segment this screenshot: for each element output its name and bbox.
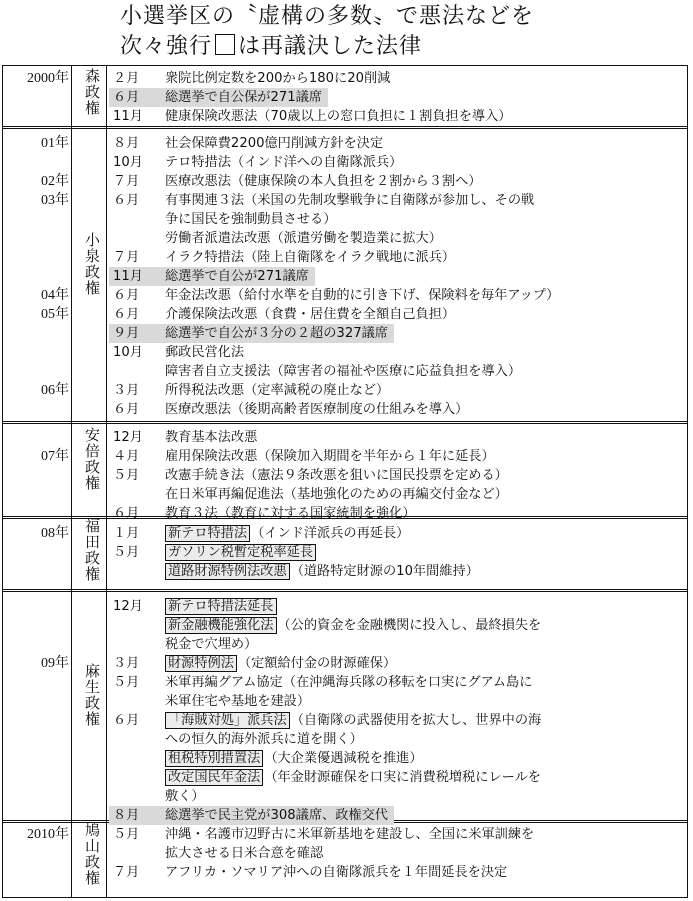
era-section: [3, 589, 687, 823]
title-line-2: [120, 32, 680, 62]
timeline-row: [3, 673, 687, 692]
month-label: 12月: [113, 599, 143, 614]
event-text: [165, 362, 521, 381]
event-description: 米軍住宅や基地を建設）: [165, 694, 311, 709]
month-label: ２月: [113, 71, 140, 86]
month-label: ９月: [109, 324, 167, 343]
year-label: 08年: [41, 526, 69, 541]
month-label: ５月: [113, 675, 140, 690]
event-description: 敷く）: [165, 789, 205, 804]
event-text: [165, 863, 507, 882]
event-text: [165, 447, 495, 466]
timeline-row: [3, 88, 687, 107]
month-label: ６月: [113, 506, 140, 521]
era-section: [3, 421, 687, 519]
era-section: [3, 820, 687, 899]
month-label: 10月: [113, 345, 143, 360]
event-text: [165, 88, 328, 107]
event-text: [165, 730, 363, 749]
timeline-row: [3, 210, 687, 229]
event-text: [165, 210, 336, 229]
event-text: [165, 172, 482, 191]
title-line-2-post: は再議決した法律: [238, 34, 423, 59]
event-description: への恒久的海外派兵に道を開く）: [165, 732, 363, 747]
event-text: [165, 597, 278, 616]
event-text: [165, 229, 442, 248]
event-text: [165, 69, 390, 88]
timeline-row: [3, 654, 687, 673]
event-description: 税金で穴埋め）: [165, 637, 258, 652]
month-label: ６月: [113, 713, 140, 728]
timeline-row: [3, 153, 687, 172]
timeline-row: [3, 134, 687, 153]
event-description: 有事関連３法（米国の先制攻撃戦争に自衛隊が参加し、その戦: [165, 193, 535, 208]
event-description: 総選挙で自公が３分の２超の327議席: [165, 326, 388, 341]
event-description: イラク特措法（陸上自衛隊をイラク戦地に派兵）: [165, 250, 456, 265]
timeline-row: [3, 768, 687, 787]
event-description: 医療改悪法（健康保険の本人負担を２割から３割へ）: [165, 174, 482, 189]
month-label: ３月: [113, 383, 140, 398]
administration-label: 安倍政権: [83, 426, 101, 491]
timeline-row: [3, 844, 687, 863]
month-label: ３月: [113, 656, 140, 671]
timeline-row: [3, 749, 687, 768]
event-description: 総選挙で民主党が308議席、政権交代: [165, 808, 388, 823]
timeline-row: [3, 305, 687, 324]
event-description: 改憲手続き法（憲法９条改悪を狙いに国民投票を定める）: [165, 468, 508, 483]
month-label: ５月: [113, 827, 140, 842]
timeline-row: [3, 485, 687, 504]
timeline-row: [3, 400, 687, 419]
repassed-law: 租税特別措置法: [165, 750, 263, 767]
repassed-law: 新テロ特措法延長: [165, 598, 277, 615]
month-label: 12月: [113, 430, 143, 445]
month-label: ６月: [113, 402, 140, 417]
year-label: 09年: [41, 656, 69, 671]
event-description: 雇用保険法改悪（保険加入期間を半年から１年に延長）: [165, 449, 495, 464]
event-text: [165, 191, 534, 210]
repassed-law: 道路財源特例法改悪: [165, 563, 290, 580]
era-section: [3, 516, 687, 592]
year-label: 01年: [41, 136, 69, 151]
month-label: ５月: [113, 468, 140, 483]
event-text: [165, 711, 541, 730]
timeline-row: [3, 711, 687, 730]
event-description: （大企業優遇減税を推進）: [264, 751, 423, 766]
administration-label: 森政権: [83, 68, 101, 116]
year-label: 06年: [41, 383, 69, 398]
event-description: 所得税法改悪（定率減税の廃止など）: [165, 383, 390, 398]
event-text: [165, 428, 257, 447]
legend-box: [215, 34, 235, 55]
timeline-row: [3, 692, 687, 711]
event-text: [165, 692, 310, 711]
timeline-row: [3, 267, 687, 286]
repassed-law: 新金融機能強化法: [165, 617, 277, 634]
event-description: 健康保険改悪法（70歳以上の窓口負担に１割負担を導入）: [165, 109, 512, 124]
event-text: [165, 134, 383, 153]
timeline-row: [3, 597, 687, 616]
event-text: [165, 107, 511, 126]
event-description: 労働者派遣法改悪（派遣労働を製造業に拡大）: [165, 231, 442, 246]
event-description: 介護保険法改悪（食費・居住費を全額自己負担）: [165, 307, 456, 322]
administration-label: 鳩山政権: [83, 822, 101, 886]
event-description: 医療改悪法（後期高齢者医療制度の仕組みを導入）: [165, 402, 469, 417]
event-text: [165, 768, 541, 787]
year-label: 04年: [41, 288, 69, 303]
month-label: ４月: [113, 449, 140, 464]
timeline-row: [3, 248, 687, 267]
timeline-row: [3, 428, 687, 447]
event-text: [165, 153, 402, 172]
era-section: [3, 126, 687, 424]
event-description: 沖縄・名護市辺野古に米軍新基地を建設し、全国に米軍訓練を: [165, 827, 535, 842]
timeline-row: [3, 635, 687, 654]
event-text: [165, 400, 468, 419]
event-text: [165, 305, 455, 324]
timeline-row: [3, 229, 687, 248]
event-text: [165, 787, 205, 806]
year-label: 07年: [41, 449, 69, 464]
event-description: テロ特措法（インド洋への自衛隊派兵）: [165, 155, 403, 170]
event-text: [165, 466, 508, 485]
event-text: [165, 562, 479, 581]
year-label: 03年: [41, 193, 69, 208]
event-description: 社会保障費2200億円削減方針を決定: [165, 136, 384, 151]
event-text: [165, 267, 315, 286]
event-text: [165, 616, 541, 635]
timeline-row: [3, 543, 687, 562]
event-text: [165, 485, 508, 504]
month-label: １月: [113, 526, 140, 541]
title-line-2-pre: 次々強行: [120, 34, 213, 59]
event-description: 米軍再編グアム協定（在沖縄海兵隊の移転を口実にグアム島に: [165, 675, 533, 690]
event-description: 教育基本法改悪: [165, 430, 258, 445]
repassed-law: 改定国民年金法: [165, 769, 263, 786]
event-text: [165, 673, 532, 692]
month-label: ６月: [113, 193, 140, 208]
event-text: [165, 381, 389, 400]
title-line-1: 小選挙区の〝虚構の多数〟で悪法などを: [120, 4, 535, 29]
year-label: 02年: [41, 174, 69, 189]
event-description: アフリカ・ソマリア沖への自衛隊派兵を１年間延長を決定: [165, 865, 508, 880]
timeline-row: [3, 616, 687, 635]
event-text: [165, 524, 409, 543]
event-text: [165, 825, 534, 844]
timeline-row: [3, 447, 687, 466]
month-label: ８月: [109, 806, 167, 825]
timeline-row: [3, 343, 687, 362]
timeline-row: [3, 191, 687, 210]
era-section: [3, 66, 687, 129]
event-description: 拡大させる日米合意を確認: [165, 846, 324, 861]
month-label: ７月: [113, 174, 140, 189]
event-description: 障害者自立支援法（障害者の福祉や医療に応益負担を導入）: [165, 364, 522, 379]
event-description: 年金法改悪（給付水準を自動的に引き下げ、保険料を毎年アップ）: [165, 288, 560, 303]
month-label: ７月: [113, 865, 140, 880]
event-description: 総選挙で自公が271議席: [165, 269, 309, 284]
event-description: （自衛隊の武器使用を拡大し、世界中の海: [290, 713, 542, 728]
timeline-row: [3, 825, 687, 844]
month-label: ５月: [113, 545, 140, 560]
event-text: [165, 248, 455, 267]
timeline-row: [3, 69, 687, 88]
month-label: ８月: [113, 136, 140, 151]
year-label: 05年: [41, 307, 69, 322]
event-text: [165, 635, 257, 654]
timeline-row: [3, 362, 687, 381]
event-description: 在日米軍再編促進法（基地強化のための再編交付金など）: [165, 487, 508, 502]
timeline-row: [3, 107, 687, 126]
timeline-row: [3, 787, 687, 806]
timeline-row: [3, 172, 687, 191]
event-text: [165, 844, 323, 863]
event-description: （定額給付金の財源確保）: [237, 656, 397, 671]
month-label: ６月: [109, 88, 167, 107]
repassed-law: 新テロ特措法: [165, 525, 250, 542]
event-text: [165, 343, 244, 362]
month-label: 11月: [113, 109, 143, 124]
timeline-row: [3, 286, 687, 305]
timeline-row: [3, 524, 687, 543]
event-description: 争に国民を強制動員させる）: [165, 212, 337, 227]
event-description: （インド洋派兵の再延長）: [251, 526, 410, 541]
repassed-law: 「海賊対処」派兵法: [165, 712, 290, 729]
month-label: ６月: [113, 288, 140, 303]
title: [120, 2, 680, 62]
month-label: ６月: [113, 307, 140, 322]
event-description: 総選挙で自公保が271議席: [165, 90, 323, 105]
timeline-row: [3, 562, 687, 581]
timeline-table: [2, 65, 688, 898]
administration-label: 小泉政権: [83, 231, 101, 296]
event-text: [165, 749, 423, 768]
month-label: 10月: [113, 155, 143, 170]
event-description: （道路特定財源の10年間維持）: [290, 564, 479, 579]
month-label: ７月: [113, 250, 140, 265]
event-text: [165, 286, 559, 305]
event-text: [165, 324, 394, 343]
event-text: [165, 654, 396, 673]
timeline-row: [3, 324, 687, 343]
month-label: 11月: [109, 267, 167, 286]
event-description: （公的資金を金融機関に投入し、最終損失を: [277, 618, 542, 633]
event-text: [165, 543, 317, 562]
event-description: 衆院比例定数を200から180に20削減: [165, 71, 391, 86]
timeline-row: [3, 730, 687, 749]
event-description: 郵政民営化法: [165, 345, 245, 360]
repassed-law: 財源特例法: [165, 655, 237, 672]
timeline-row: [3, 466, 687, 485]
timeline-row: [3, 381, 687, 400]
repassed-law: ガソリン税暫定税率延長: [165, 544, 316, 561]
event-description: 教育３法（教育に対する国家統制を強化）: [165, 506, 416, 521]
administration-label: 福田政権: [83, 518, 101, 582]
year-label: 2010年: [27, 827, 69, 842]
event-description: （年金財源確保を口実に消費税増税にレールを: [264, 770, 541, 785]
year-label: 2000年: [27, 71, 69, 86]
administration-label: 麻生政権: [83, 662, 101, 727]
timeline-row: [3, 863, 687, 882]
